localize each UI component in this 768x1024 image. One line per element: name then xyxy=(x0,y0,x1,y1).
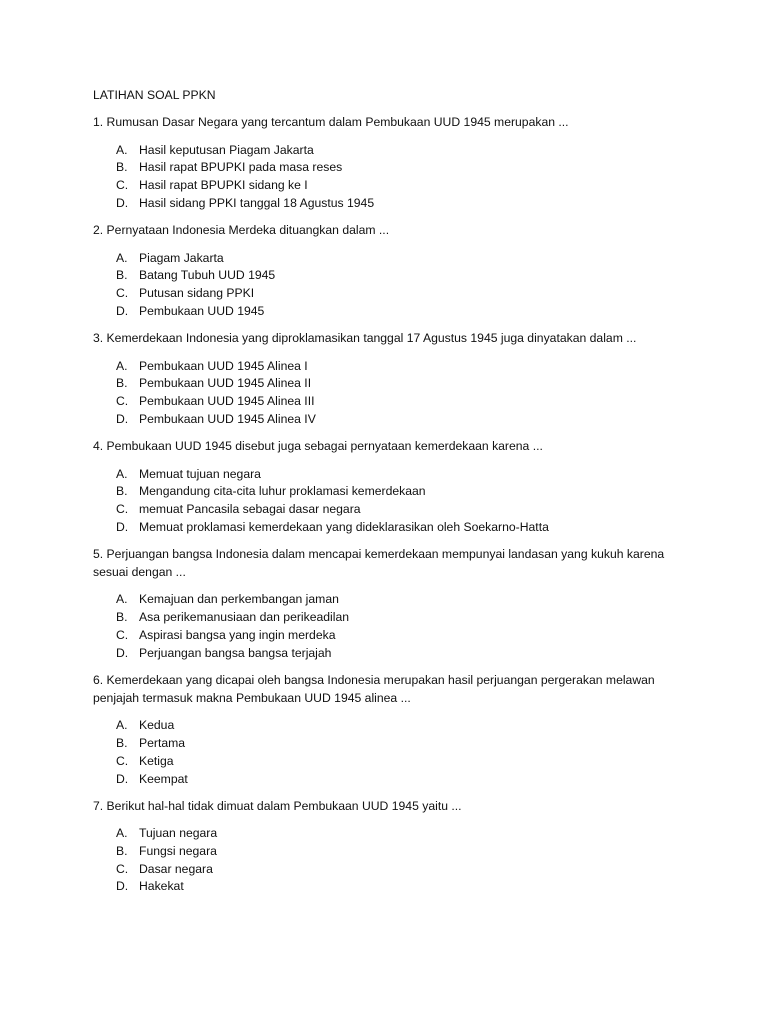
question-2 xyxy=(93,222,683,320)
option-letter: D. xyxy=(116,645,129,660)
option-text: Fungsi negara xyxy=(139,843,217,858)
option-text: Pembukaan UUD 1945 xyxy=(139,303,265,318)
option-text: Hakekat xyxy=(139,879,184,894)
option-text: Putusan sidang PPKI xyxy=(139,286,255,301)
option-item xyxy=(93,195,683,213)
option-text: Mengandung cita-cita luhur proklamasi kemerdekaan xyxy=(139,484,426,499)
option-letter: D. xyxy=(116,195,129,210)
option-letter: C. xyxy=(116,178,129,193)
question-4 xyxy=(93,438,683,536)
option-text: Pembukaan UUD 1945 Alinea II xyxy=(139,376,312,391)
option-letter: A. xyxy=(116,826,128,841)
question-text: 2. Pernyataan Indonesia Merdeka dituangkan dalam ... xyxy=(93,223,390,238)
option-letter: D. xyxy=(116,411,129,426)
option-letter: B. xyxy=(116,376,128,391)
option-letter: A. xyxy=(116,718,128,733)
option-item xyxy=(93,591,683,609)
option-letter: C. xyxy=(116,286,129,301)
option-text: Pembukaan UUD 1945 Alinea I xyxy=(139,358,308,373)
option-letter: A. xyxy=(116,466,128,481)
option-letter: A. xyxy=(116,358,128,373)
option-item xyxy=(93,177,683,195)
option-text: Asa perikemanusiaan dan perikeadilan xyxy=(139,610,350,625)
option-text: Perjuangan bangsa bangsa terjajah xyxy=(139,645,332,660)
option-item xyxy=(93,358,683,376)
option-text: Memuat tujuan negara xyxy=(139,466,261,481)
option-text: Ketiga xyxy=(139,753,174,768)
option-letter: D. xyxy=(116,771,129,786)
option-letter: B. xyxy=(116,160,128,175)
option-letter: D. xyxy=(116,303,129,318)
option-letter: D. xyxy=(116,879,129,894)
option-letter: C. xyxy=(116,627,129,642)
option-item xyxy=(93,627,683,645)
option-letter: B. xyxy=(116,484,128,499)
option-text: Dasar negara xyxy=(139,861,213,876)
option-item xyxy=(93,771,683,789)
option-item xyxy=(93,375,683,393)
option-text: Memuat proklamasi kemerdekaan yang dideklarasikan oleh Soekarno-Hatta xyxy=(139,519,549,534)
options-list xyxy=(93,250,683,321)
option-text: Hasil rapat BPUPKI sidang ke I xyxy=(139,178,308,193)
question-3 xyxy=(93,330,683,428)
option-letter: A. xyxy=(116,250,128,265)
question-1 xyxy=(93,114,683,212)
option-item xyxy=(93,861,683,879)
option-letter: B. xyxy=(116,610,128,625)
option-letter: B. xyxy=(116,268,128,283)
option-item xyxy=(93,250,683,268)
option-letter: C. xyxy=(116,753,129,768)
option-item xyxy=(93,519,683,537)
option-item xyxy=(93,411,683,429)
option-item xyxy=(93,753,683,771)
option-item xyxy=(93,843,683,861)
option-text: Batang Tubuh UUD 1945 xyxy=(139,268,276,283)
question-6 xyxy=(93,672,683,788)
option-letter: C. xyxy=(116,394,129,409)
options-list xyxy=(93,358,683,429)
option-item xyxy=(93,267,683,285)
question-text: 4. Pembukaan UUD 1945 disebut juga sebagai pernyataan kemerdekaan karena ... xyxy=(93,439,543,454)
option-text: memuat Pancasila sebagai dasar negara xyxy=(139,502,361,517)
option-text: Kedua xyxy=(139,718,175,733)
option-text: Hasil rapat BPUPKI pada masa reses xyxy=(139,160,343,175)
option-text: Keempat xyxy=(139,771,188,786)
option-letter: C. xyxy=(116,502,129,517)
question-5 xyxy=(93,546,683,662)
question-7 xyxy=(93,798,683,896)
option-item xyxy=(93,717,683,735)
question-text: 1. Rumusan Dasar Negara yang tercantum dalam Pembukaan UUD 1945 merupakan ... xyxy=(93,115,569,130)
option-item xyxy=(93,825,683,843)
option-text: Kemajuan dan perkembangan jaman xyxy=(139,592,339,607)
option-item xyxy=(93,483,683,501)
option-item xyxy=(93,501,683,519)
question-text: 3. Kemerdekaan Indonesia yang diproklamasikan tanggal 17 Agustus 1945 juga dinyatakan dalam ... xyxy=(93,331,637,346)
options-list xyxy=(93,825,683,896)
option-text: Tujuan negara xyxy=(139,826,218,841)
option-text: Piagam Jakarta xyxy=(139,250,224,265)
option-letter: D. xyxy=(116,519,129,534)
option-letter: A. xyxy=(116,142,128,157)
option-text: Pertama xyxy=(139,735,186,750)
option-text: Aspirasi bangsa yang ingin merdeka xyxy=(139,627,336,642)
option-letter: A. xyxy=(116,592,128,607)
option-item xyxy=(93,645,683,663)
question-text: 6. Kemerdekaan yang dicapai oleh bangsa Indonesia merupakan hasil perjuangan pergerakan melawan penjajah termasuk makna Pembukaan UUD 1945 alinea ... xyxy=(93,673,655,705)
option-text: Pembukaan UUD 1945 Alinea IV xyxy=(139,411,316,426)
option-letter: B. xyxy=(116,843,128,858)
document-page xyxy=(93,87,683,906)
option-item xyxy=(93,285,683,303)
question-text: 7. Berikut hal-hal tidak dimuat dalam Pembukaan UUD 1945 yaitu ... xyxy=(93,798,462,813)
option-text: Pembukaan UUD 1945 Alinea III xyxy=(139,394,315,409)
option-item xyxy=(93,159,683,177)
option-letter: C. xyxy=(116,861,129,876)
option-item xyxy=(93,393,683,411)
option-item xyxy=(93,735,683,753)
option-text: Hasil keputusan Piagam Jakarta xyxy=(139,142,314,157)
document-title: LATIHAN SOAL PPKN xyxy=(93,88,216,102)
option-item xyxy=(93,142,683,160)
options-list xyxy=(93,717,683,788)
option-text: Hasil sidang PPKI tanggal 18 Agustus 1945 xyxy=(139,195,375,210)
question-text: 5. Perjuangan bangsa Indonesia dalam mencapai kemerdekaan mempunyai landasan yang kukuh karena sesuai dengan ... xyxy=(93,547,665,580)
options-list xyxy=(93,591,683,662)
options-list xyxy=(93,466,683,537)
option-item xyxy=(93,303,683,321)
option-item xyxy=(93,878,683,896)
option-item xyxy=(93,466,683,484)
option-item xyxy=(93,609,683,627)
option-letter: B. xyxy=(116,735,128,750)
options-list xyxy=(93,142,683,213)
